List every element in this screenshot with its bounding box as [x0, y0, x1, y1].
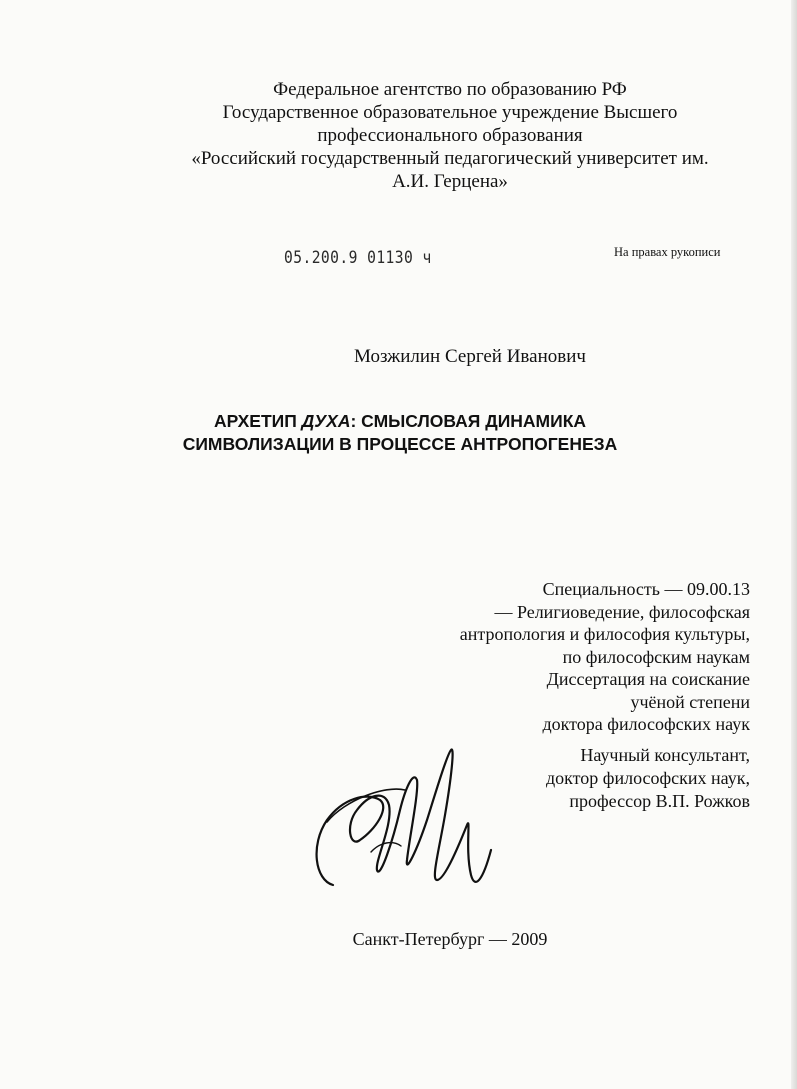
title-line-1-end: : СМЫСЛОВАЯ ДИНАМИКА	[350, 411, 587, 431]
manuscript-rights-note: На правах рукописи	[614, 245, 721, 259]
title-line-2: СИМВОЛИЗАЦИИ В ПРОЦЕССЕ АНТРОПОГЕНЕЗА	[182, 434, 618, 454]
header-line-ministry: Федеральное агентство по образованию РФ	[273, 79, 627, 100]
title-line-1	[150, 410, 650, 433]
header-line-institution: Государственное образовательное учреждение Высшего	[222, 102, 678, 123]
specialty-line-7: доктора философских наук	[542, 714, 750, 734]
specialty-line-5: Диссертация на соискание	[546, 669, 750, 689]
city-year: Санкт-Петербург — 2009	[352, 929, 548, 949]
handwritten-signature	[305, 730, 515, 920]
specialty-line-6: учёной степени	[630, 691, 750, 712]
page-edge-shadow	[791, 0, 797, 1089]
specialty-line-1: Специальность — 09.00.13	[542, 579, 750, 599]
consultant-line-2: доктор философских наук,	[546, 768, 750, 788]
header-line-university: «Российский государственный педагогический университет им.	[191, 148, 709, 169]
specialty-line-4: по философским наукам	[562, 646, 750, 667]
header-line-herzen: А.И. Герцена»	[392, 171, 508, 192]
specialty-block	[460, 578, 750, 736]
consultant-line-3: профессор В.П. Рожков	[569, 791, 750, 811]
header-line-education: профессионального образования	[317, 125, 583, 146]
registration-stamp: 05.200.9 01130 ч	[284, 248, 432, 268]
consultant-block	[546, 744, 750, 813]
specialty-line-3: антропология и философия культуры,	[459, 624, 750, 644]
specialty-line-2: — Религиоведение, философская	[494, 601, 750, 622]
consultant-line-1: Научный консультант,	[580, 745, 750, 765]
title-line-1-start: АРХЕТИП	[213, 411, 302, 431]
author-name: Мозжилин Сергей Иванович	[354, 346, 586, 367]
institution-header	[160, 78, 740, 193]
title-line-1-italic: ДУХА	[301, 411, 351, 431]
dissertation-title	[150, 410, 650, 456]
